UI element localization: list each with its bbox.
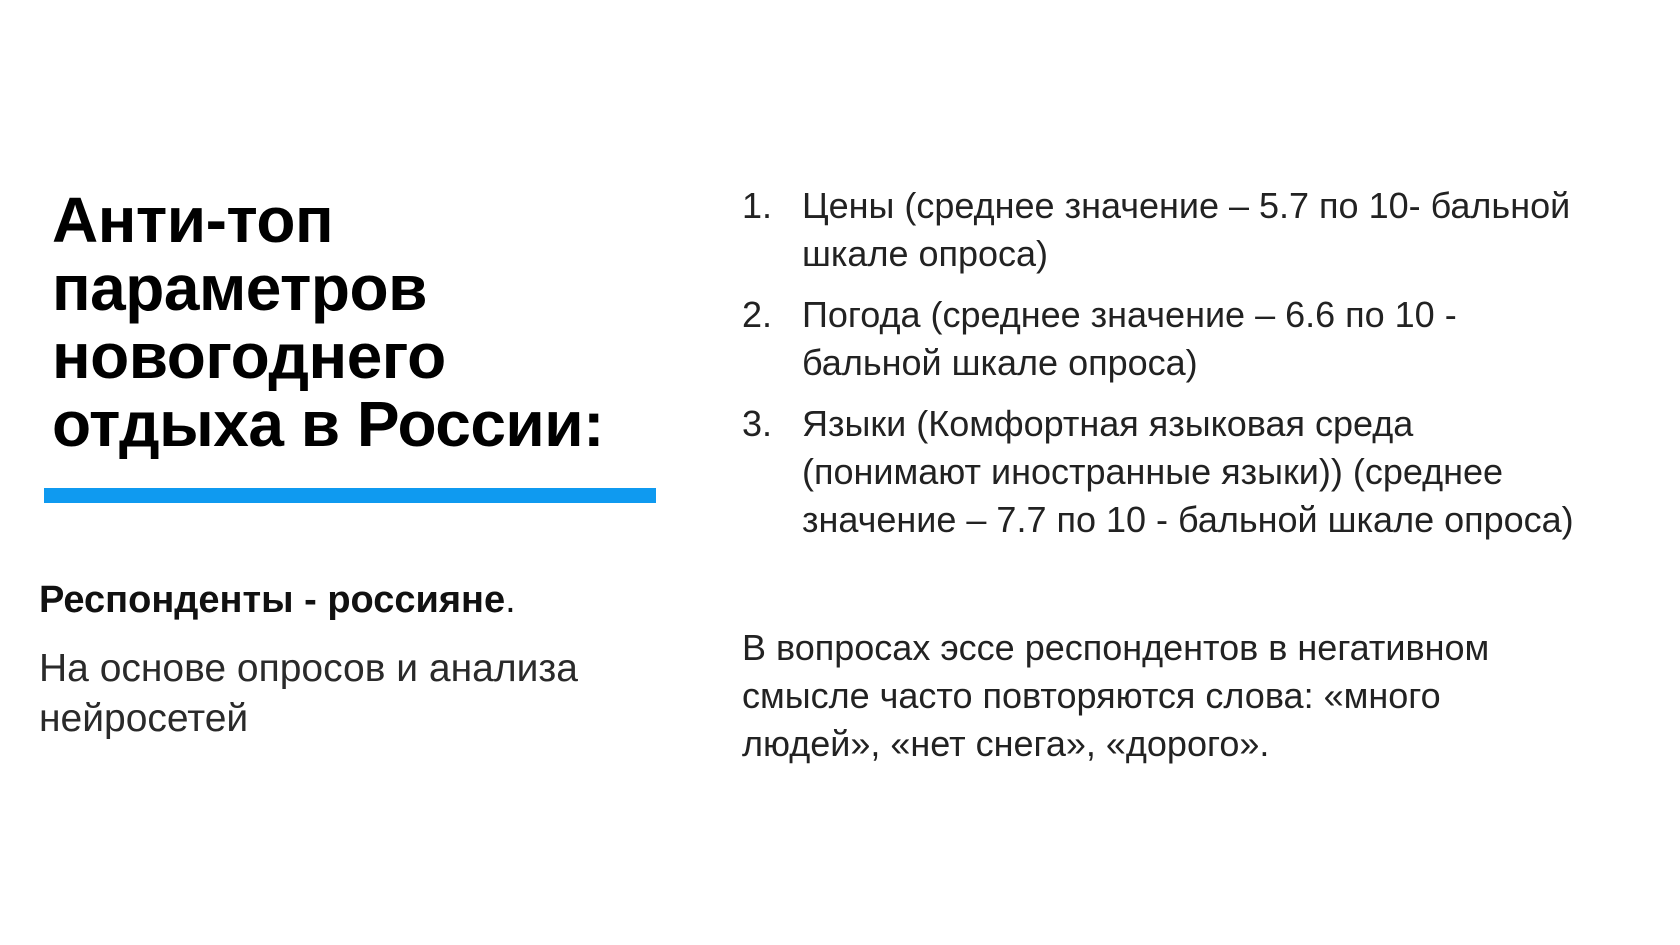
list-item-text: Языки (Комфортная языковая среда [802,403,1414,444]
respondents-label: Респонденты - россияне [39,579,506,621]
list-item-text: Погода (среднее значение – 6.6 по 10 - [802,294,1457,335]
anti-top-list [742,182,1642,557]
list-item-text: Цены (среднее значение – 5.7 по 10- бальной [802,185,1571,226]
list-item-number: 1. [742,185,773,226]
list-item [742,182,1642,278]
list-item-number: 2. [742,294,773,335]
list-item-text: (понимают иностранные языки)) (среднее [802,451,1504,492]
title-line: отдыха в России: [52,388,604,460]
methodology-line: На основе опросов и анализа [39,647,578,690]
essay-line: смысле часто повторяются слова: «много [742,675,1441,716]
list-item-text: значение – 7.7 по 10 - бальной шкале опроса) [802,499,1574,540]
list-item-number: 3. [742,403,773,444]
methodology-line: нейросетей [39,697,249,740]
essay-line: людей», «нет снега», «дорого». [742,723,1270,764]
title-line: параметров [52,252,427,324]
respondents-note [39,578,516,622]
methodology-note [39,644,679,744]
respondents-suffix: . [505,579,516,621]
list-item [742,400,1642,544]
list-item-text: шкале опроса) [802,233,1049,274]
title-underline-bar [44,488,656,503]
essay-line: В вопросах эссе респондентов в негативном [742,627,1490,668]
essay-summary [742,624,1642,768]
slide-title [52,186,692,458]
title-line: Анти-топ [52,184,334,256]
list-item-text: бальной шкале опроса) [802,342,1198,383]
title-line: новогоднего [52,320,446,392]
list-item [742,291,1642,387]
